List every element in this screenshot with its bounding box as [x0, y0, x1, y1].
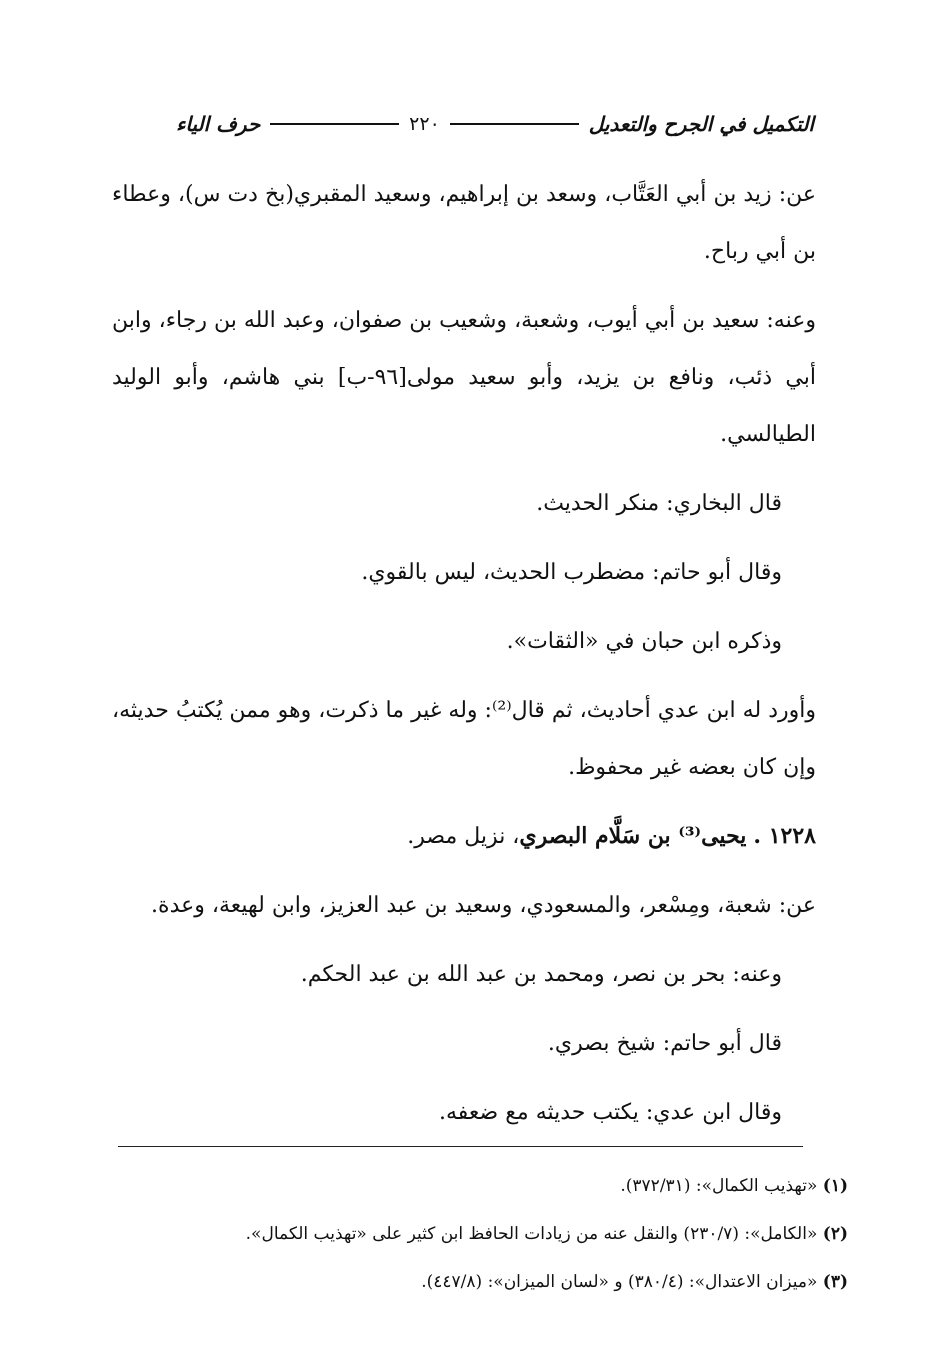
entry-heading — [112, 808, 816, 865]
paragraph: عن: زيد بن أبي العَتَّاب، وسعد بن إبراهيم، وسعيد المقبري(بخ دت س)، وعطاء بن أبي رباح. — [112, 182, 816, 264]
footnote — [112, 1162, 848, 1210]
footnote — [112, 1210, 848, 1258]
paragraph: قال أبو حاتم: شيخ بصري. — [547, 1031, 782, 1056]
paragraph: وعنه: سعيد بن أبي أيوب، وشعبة، وشعيب بن صفوان، وعبد الله بن رجاء، وابن أبي ذئب، ونافع بن يزيد، وأبو سعيد مولى[٩٦-ب] بني هاشم، وأبو الوليد الطيالسي. — [112, 308, 816, 447]
header-rule — [450, 123, 579, 125]
footnote-text: «الكامل»: (٢٣٠/٧) والنقل عنه من زيادات الحافظ ابن كثير على «تهذيب الكمال». — [245, 1224, 818, 1244]
footnote-text: «ميزان الاعتدال»: (٣٨٠/٤) و «لسان الميزان»: (٤٤٧/٨). — [421, 1272, 818, 1292]
paragraph: قال البخاري: منكر الحديث. — [536, 491, 782, 516]
footnotes — [112, 1162, 848, 1306]
page-number: ٢٢٠ — [409, 113, 440, 135]
paragraph: وقال أبو حاتم: مضطرب الحديث، ليس بالقوي. — [361, 560, 782, 585]
footnote-text: «تهذيب الكمال»: (٣٧٢/٣١). — [620, 1176, 818, 1196]
paragraph: وقال ابن عدي: يكتب حديثه مع ضعفه. — [439, 1100, 782, 1125]
entry-rest: ، نزيل مصر. — [407, 824, 520, 849]
footnote-number: (٢) — [822, 1224, 848, 1244]
entry-number: ١٢٢٨ . — [753, 823, 816, 849]
paragraph: وأورد له ابن عدي أحاديث، ثم قال⁽²⁾: وله غير ما ذكرت، وهو ممن يُكتبُ حديثه، وإن كان بعضه غير محفوظ. — [112, 698, 816, 780]
header-rule — [270, 123, 399, 125]
book-title: التكميل في الجرح والتعديل — [588, 112, 814, 136]
paragraph: وذكره ابن حبان في «الثقات». — [506, 629, 782, 654]
footnote-number: (٣) — [822, 1272, 848, 1292]
footnote-number: (١) — [822, 1176, 848, 1196]
paragraph: وعنه: بحر بن نصر، ومحمد بن عبد الله بن عبد الحكم. — [300, 962, 782, 987]
chapter-title: حرف الياء — [176, 112, 261, 136]
footnote-separator — [118, 1146, 803, 1147]
running-header — [176, 104, 814, 144]
footnote — [112, 1258, 848, 1306]
main-text — [112, 166, 816, 1153]
paragraph: عن: شعبة، ومِسْعر، والمسعودي، وسعيد بن عبد العزيز، وابن لهيعة، وعدة. — [151, 893, 816, 918]
entry-name: يحيى⁽³⁾ بن سَلَّام البصري — [519, 823, 747, 849]
